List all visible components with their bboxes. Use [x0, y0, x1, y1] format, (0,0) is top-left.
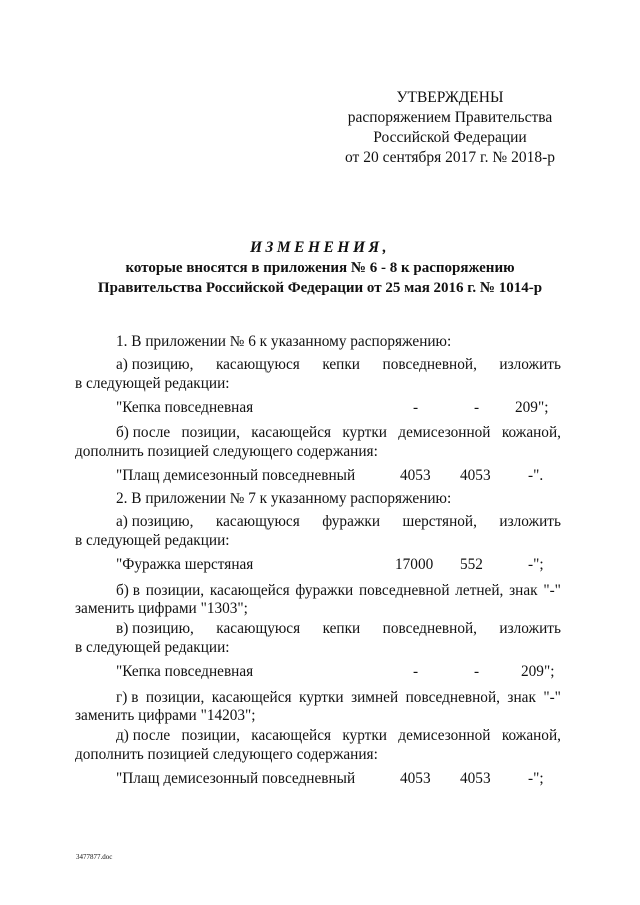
approval-line-4: от 20 сентября 2017 г. № 2018-р: [345, 149, 555, 166]
approval-line-3: Российской Федерации: [373, 129, 527, 146]
word: фуражки: [322, 513, 381, 530]
title-line-3: Правительства Российской Федерации от 25 мая 2016 г. № 1014-р: [97, 280, 543, 296]
paragraph-2g: [116, 688, 561, 708]
row-value-3: -".: [528, 467, 544, 484]
row-value-1: 4053: [400, 467, 431, 484]
row-value-1: -: [413, 399, 419, 416]
title-line-2: которые вносятся в приложения № 6 - 8 к распоряжению: [125, 260, 515, 276]
paragraph-2: 2. В приложении № 7 к указанному распоряжению:: [116, 490, 452, 507]
word: изложить: [499, 513, 561, 530]
word: б) после: [116, 424, 171, 441]
word: фуражки: [295, 582, 354, 599]
word: позиции,: [181, 727, 240, 744]
word: шерстяной,: [402, 513, 477, 530]
word: позиции,: [181, 424, 240, 441]
word: демисезонной: [398, 424, 491, 441]
paragraph-1b-cont: дополнить позицией следующего содержания:: [75, 443, 378, 460]
word: повседневной: [358, 582, 450, 599]
word: кожаной,: [501, 727, 561, 744]
word: а) позицию,: [116, 513, 194, 530]
paragraph-2b: [116, 581, 561, 601]
row-name: "Плащ демисезонный повседневный: [116, 770, 356, 787]
word: г) в: [116, 689, 139, 706]
word: знак: [507, 689, 536, 706]
word: знак: [509, 582, 538, 599]
word: касающейся: [251, 424, 332, 441]
word: д) после: [116, 727, 171, 744]
word: зимней: [351, 689, 399, 706]
paragraph-2a-cont: в следующей редакции:: [75, 532, 230, 549]
approval-line-2: распоряжением Правительства: [347, 109, 553, 126]
row-name: "Кепка повседневная: [116, 399, 254, 416]
paragraph-1: 1. В приложении № 6 к указанному распоряжению:: [116, 333, 452, 350]
paragraph-2d-cont: дополнить позицией следующего содержания:: [75, 746, 378, 763]
paragraph-2a: [116, 512, 561, 532]
row-value-1: 17000: [395, 556, 434, 573]
word: позиции,: [145, 582, 205, 599]
row-value-3: -";: [528, 770, 544, 787]
paragraph-2b-cont: заменить цифрами "1303";: [75, 600, 248, 617]
word: повседневной,: [405, 689, 500, 706]
paragraph-1a: [116, 355, 561, 375]
row-name: "Кепка повседневная: [116, 663, 254, 680]
word: изложить: [499, 620, 561, 637]
word: "-": [543, 689, 561, 706]
word: касающейся: [209, 582, 290, 599]
word: изложить: [499, 356, 561, 373]
row-value-2: -: [474, 663, 480, 680]
document-id-footer: 3477877.doc: [76, 853, 113, 861]
word: касающейся: [251, 727, 332, 744]
word: кожаной,: [501, 424, 561, 441]
word: б) в: [116, 582, 140, 599]
word: кепки: [322, 620, 361, 637]
row-name: "Плащ демисезонный повседневный: [116, 467, 356, 484]
row-value-1: -: [413, 663, 419, 680]
word: демисезонной: [398, 727, 491, 744]
word: "-": [543, 582, 561, 599]
row-value-3: 209";: [515, 399, 549, 416]
word: куртки: [299, 689, 344, 706]
word: касающуюся: [215, 356, 300, 373]
word: касающуюся: [215, 513, 300, 530]
approval-heading: УТВЕРЖДЕНЫ: [396, 89, 504, 106]
word: кепки: [322, 356, 360, 373]
row-value-3: 209";: [521, 663, 555, 680]
row-value-2: -: [474, 399, 480, 416]
word: куртки: [342, 424, 387, 441]
word: а) позицию,: [116, 356, 194, 373]
row-value-2: 4053: [460, 467, 491, 484]
word: в) позицию,: [116, 620, 194, 637]
word: позиции,: [145, 689, 205, 706]
paragraph-2v-cont: в следующей редакции:: [75, 639, 230, 656]
paragraph-1a-cont: в следующей редакции:: [75, 375, 230, 392]
row-value-2: 4053: [460, 770, 491, 787]
title-heading: ИЗМЕНЕНИЯ,: [249, 239, 391, 256]
row-value-3: -";: [528, 556, 544, 573]
word: повседневной,: [382, 356, 477, 373]
paragraph-2v: [116, 619, 561, 639]
word: летней,: [455, 582, 504, 599]
word: касающейся: [211, 689, 292, 706]
word: повседневной,: [382, 620, 477, 637]
word: куртки: [342, 727, 387, 744]
row-value-1: 4053: [400, 770, 431, 787]
row-name: "Фуражка шерстяная: [116, 556, 254, 573]
paragraph-2g-cont: заменить цифрами "14203";: [75, 707, 256, 724]
row-value-2: 552: [460, 556, 483, 573]
document-title: [60, 238, 580, 298]
approval-block: [340, 88, 560, 168]
paragraph-1b: [116, 423, 561, 443]
word: касающуюся: [216, 620, 301, 637]
paragraph-2d: [116, 726, 561, 746]
